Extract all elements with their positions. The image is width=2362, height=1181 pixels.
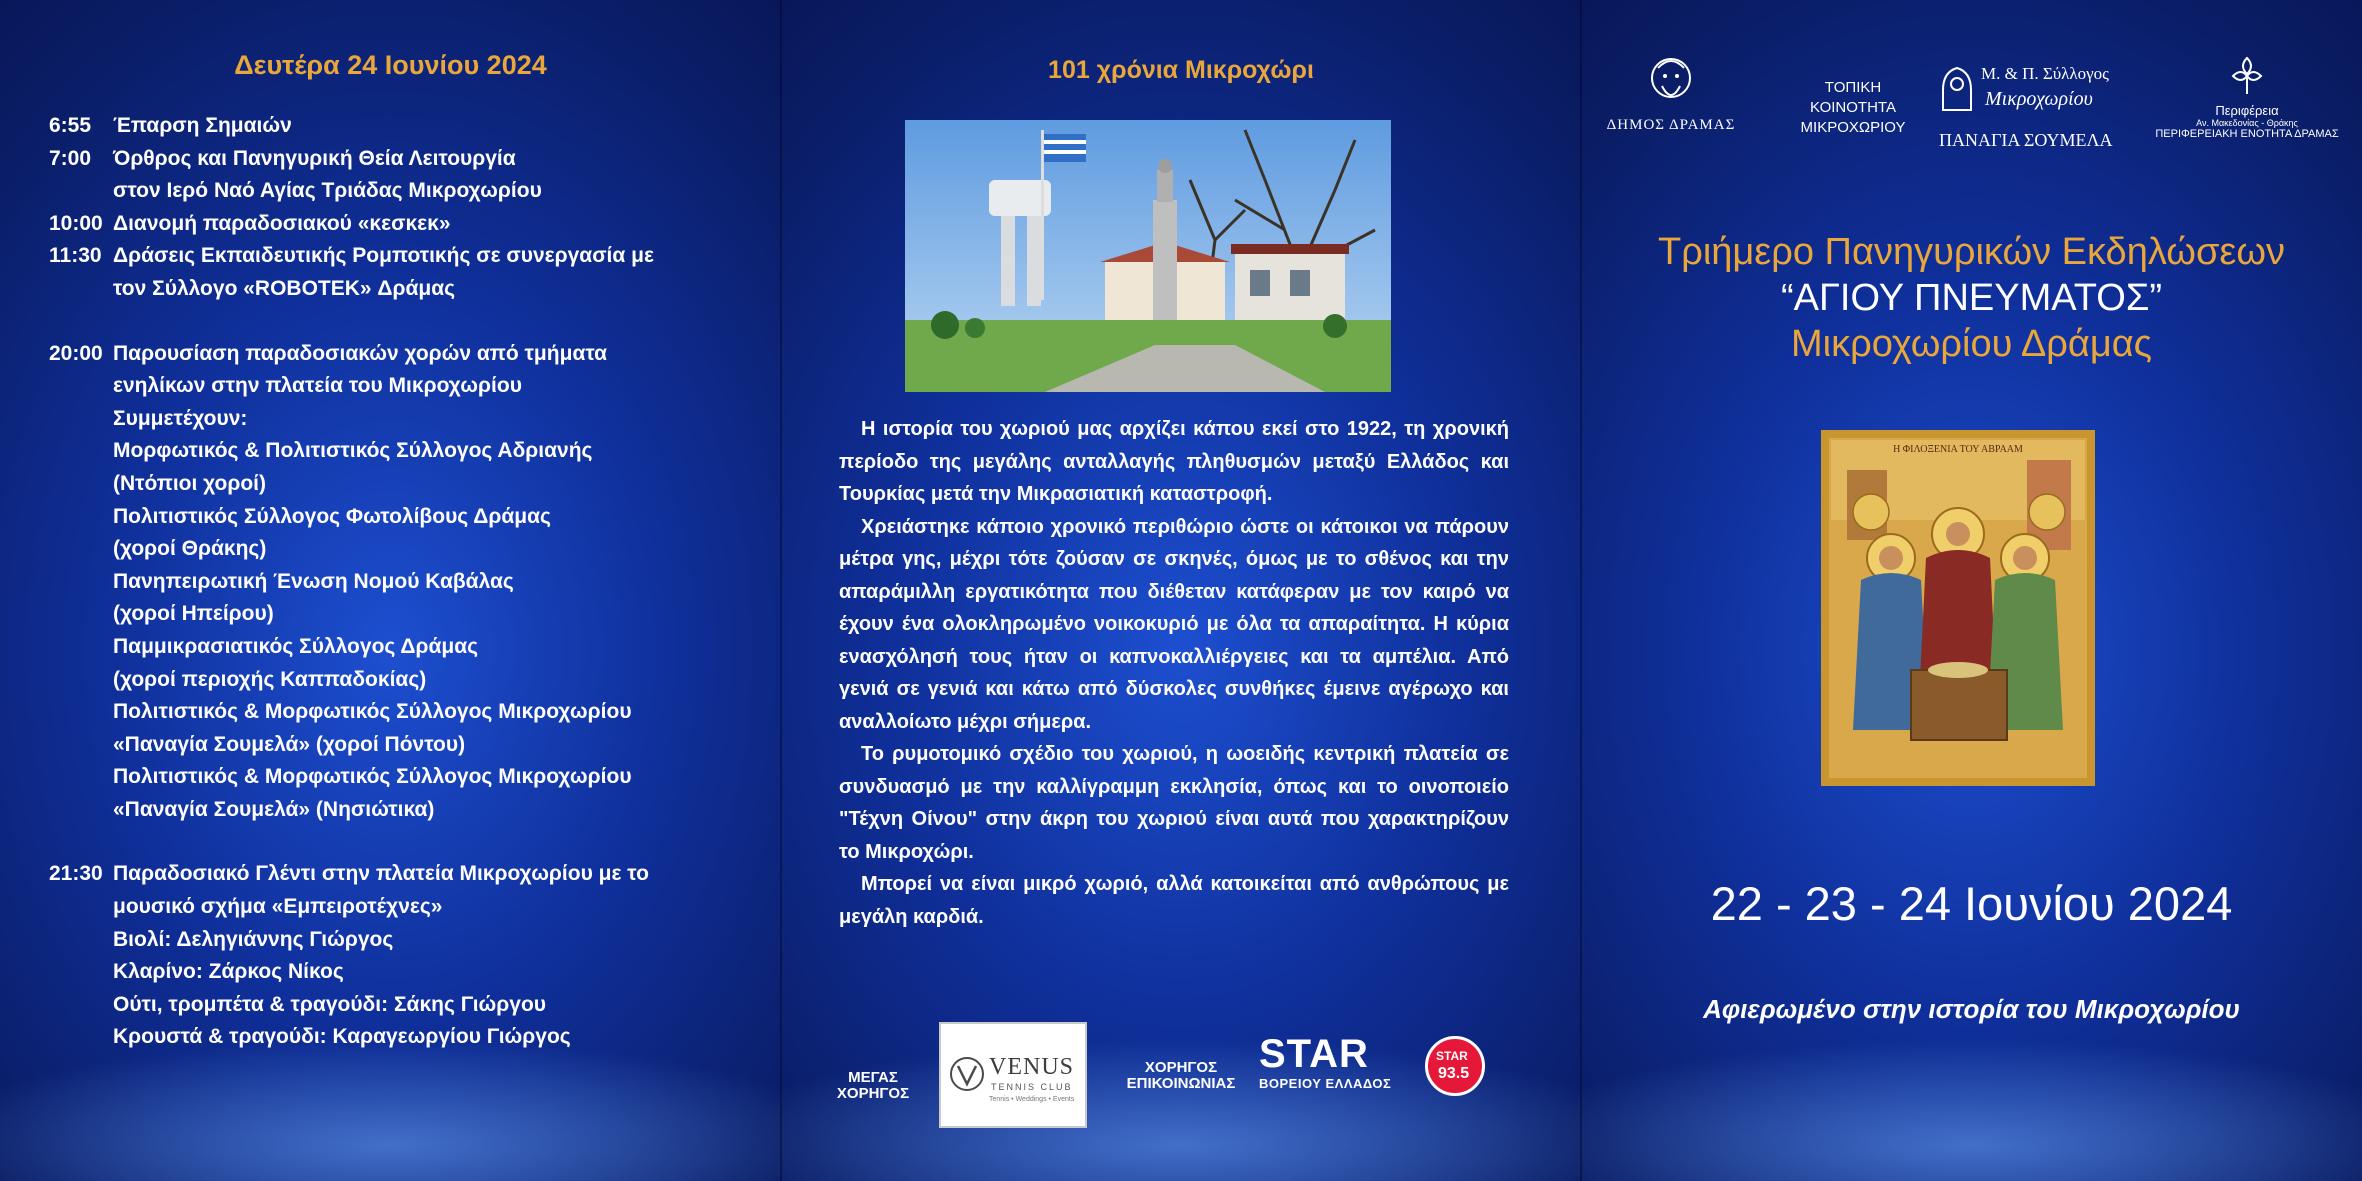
program-text: Παρουσίαση παραδοσιακών χορών από τμήματα — [113, 341, 608, 365]
program-spacer — [49, 306, 749, 338]
association-line-3: ΠΑΝΑΓΙΑ ΣΟΥΜΕΛΑ — [1939, 130, 2113, 150]
program-time: 20:00 — [49, 341, 103, 365]
program-continuation: (χοροί Θράκης) — [113, 537, 267, 561]
festival-dates: 22 - 23 - 24 Ιουνίου 2024 — [1710, 877, 2233, 930]
program-entry — [49, 143, 749, 176]
main-sponsor-label-line: ΜΕΓΑΣ — [848, 1069, 898, 1086]
star-logo-sub: ΒΟΡΕΙΟΥ ΕΛΛΑΔΟΣ — [1259, 1076, 1392, 1091]
program-time: 6:55 — [49, 114, 92, 137]
region-line-3: ΠΕΡΙΦΕΡΕΙΑΚΗ ΕΝΟΤΗΤΑ ΔΡΑΜΑΣ — [2155, 128, 2339, 140]
organizer-logos — [1581, 52, 2362, 162]
history-paragraph: Μπορεί να είναι μικρό χωριό, αλλά κατοικείται από ανθρώπους με μεγάλη καρδιά. — [839, 873, 1509, 928]
main-sponsor-label — [823, 1070, 923, 1102]
sponsors-strip — [781, 1010, 1581, 1130]
program-entry — [49, 110, 749, 143]
program-time: 11:30 — [49, 244, 102, 268]
local-community-line: ΚΟΙΝΟΤΗΤΑ — [1810, 99, 1896, 116]
region-emblem-icon — [2225, 54, 2269, 98]
program-continuation: (χοροί περιοχής Καππαδοκίας) — [113, 667, 427, 691]
program-time: 21:30 — [49, 862, 103, 886]
program-entry — [49, 208, 749, 241]
program-continuation: Βιολί: Δεληγιάννης Γιώργος — [113, 927, 394, 951]
program-continuation: Παμμικρασιατικός Σύλλογος Δράμας — [113, 634, 479, 658]
history-paragraph: Η ιστορία του χωριού μας αρχίζει κάπου εκεί στο 1922, τη χρονική περίοδο της μεγάλης ανταλλαγής πληθυσμών μεταξύ Ελλάδος και Τουρκίας μετά την Μικρασιατική καταστροφή. — [839, 418, 1509, 505]
festival-name: “ΑΓΙΟΥ ΠΝΕΥΜΑΤΟΣ” — [1780, 277, 2163, 319]
fold-line — [1580, 0, 1582, 1181]
program-entry — [49, 338, 749, 371]
program-continuation: μουσικό σχήμα «Εμπειροτέχνες» — [113, 895, 443, 919]
region-line-2: Αν. Μακεδονίας - Θράκης — [2196, 118, 2298, 128]
program-continuation: Πολιτιστικός & Μορφωτικός Σύλλογος Μικροχωρίου — [113, 700, 632, 724]
program-continuation: (Ντόπιοι χοροί) — [113, 471, 266, 495]
program-entry — [49, 240, 749, 273]
local-community-logo — [1793, 78, 1913, 138]
cover-panel — [1581, 0, 2362, 1181]
program-panel — [0, 0, 781, 1181]
hospitality-of-abraham-icon — [1821, 430, 2095, 786]
program-text: Όρθρος και Πανηγυρική Θεία Λειτουργία — [113, 146, 516, 170]
star-badge-top: STAR — [1436, 1049, 1468, 1063]
photo-illustration — [905, 120, 1391, 392]
history-title: 101 χρόνια Μικροχώρι — [1048, 56, 1314, 84]
history-paragraph: Το ρυμοτομικό σχέδιο του χωριού, η ωοειδής κεντρική πλατεία σε συνδυασμό με την καλλίγραμμη εκκλησία, όπως και το οινοποιείο "Τέχνη Οίνου" στην άκρη του χωριού είναι αυτά που χαρακτηρίζουν το Μικροχώρι. — [839, 743, 1509, 863]
program-continuation: Ούτι, τρομπέτα & τραγούδι: Σάκης Γιώργου — [113, 992, 547, 1016]
program-time: 7:00 — [49, 146, 92, 170]
program-continuation: στον Ιερό Ναό Αγίας Τριάδας Μικροχωρίου — [113, 179, 542, 203]
association-line-1: Μ. & Π. Σύλλογος — [1981, 64, 2109, 83]
icon-caption: Η ΦΙΛΟΞΕΝΙΑ ΤΟΥ ΑΒΡΑΑΜ — [1893, 444, 2023, 455]
venus-emblem-icon — [947, 1054, 987, 1094]
program-continuation: τον Σύλλογο «ROBOTEK» Δράμας — [113, 276, 456, 300]
program-continuation: Κλαρίνο: Ζάρκος Νίκος — [113, 960, 344, 984]
program-day-title: Δευτέρα 24 Ιουνίου 2024 — [234, 50, 547, 80]
dionysus-head-icon — [1644, 52, 1698, 112]
program-continuation: (χοροί Ηπείρου) — [113, 602, 274, 626]
star-badge-frequency: 93.5 — [1438, 1065, 1470, 1082]
program-text: Διανομή παραδοσιακού «κεσκεκ» — [113, 211, 451, 235]
region-line-1: Περιφέρεια — [2215, 103, 2279, 118]
venus-tagline: Tennis • Weddings • Events — [989, 1096, 1075, 1103]
program-continuation: ενηλίκων στην πλατεία του Μικροχωρίου — [113, 374, 522, 398]
festival-location: Μικροχωρίου Δράμας — [1791, 323, 2152, 365]
association-line-2: Μικροχωρίου — [1985, 88, 2093, 110]
program-continuation: Συμμετέχουν: — [113, 406, 248, 430]
program-text: Δράσεις Εκπαιδευτικής Ρομποτικής σε συνεργασία με — [113, 244, 654, 268]
program-text: Παραδοσιακό Γλέντι στην πλατεία Μικροχωρίου με το — [113, 862, 649, 886]
program-continuation: Πολιτιστικός Σύλλογος Φωτολίβους Δράμας — [113, 504, 551, 528]
festival-dedication: Αφιερωμένο στην ιστορία του Μικροχωρίου — [1703, 994, 2240, 1024]
star-radio-badge — [1425, 1036, 1485, 1096]
history-text — [839, 413, 1509, 933]
program-continuation: «Παναγία Σουμελά» (Νησιώτικα) — [113, 797, 435, 821]
program-continuation: «Παναγία Σουμελά» (χοροί Πόντου) — [113, 732, 466, 756]
main-sponsor-label-line: ΧΟΡΗΓΟΣ — [836, 1085, 910, 1102]
program-entry — [49, 858, 749, 891]
venus-logo — [939, 1022, 1087, 1128]
holy-trinity-icon — [1821, 430, 2095, 786]
communication-sponsor-label-line: ΕΠΙΚΟΙΝΩΝΙΑΣ — [1126, 1075, 1236, 1092]
star-logo-word: STAR — [1259, 1032, 1369, 1076]
region-logo — [2137, 54, 2357, 140]
program-spacer — [49, 826, 749, 858]
communication-sponsor-label-line: ΧΟΡΗΓΟΣ — [1144, 1059, 1218, 1076]
local-community-line: ΜΙΚΡΟΧΩΡΙΟΥ — [1800, 119, 1906, 136]
dimos-dramas-text: ΔΗΜΟΣ ΔΡΑΜΑΣ — [1606, 117, 1736, 133]
program-text: Έπαρση Σημαιών — [113, 114, 292, 137]
local-community-line: ΤΟΠΙΚΗ — [1824, 79, 1882, 96]
program-continuation: Πανηπειρωτική Ένωση Νομού Καβάλας — [113, 569, 514, 593]
history-panel — [781, 0, 1581, 1181]
history-paragraph: Χρειάστηκε κάποιο χρονικό περιθώριο ώστε οι κάτοικοι να πάρουν μέτρα γης, μέχρι τότε ζούσαν σε σκηνές, όμως με το σθένος και την απαράμιλλη εργατικότητα που διέθεταν κατάφεραν με τον καιρό να έχουν ένα ολοκληρωμένο νοικοκυριό με όλα τα απαραίτητα. Η κύρια ενασχόλησή τους ήταν οι καπνοκαλλιέργειες και τα αμπέλια. Από γενιά σε γενιά και κάτω από δύσκολες συνθήκες έμεινε αγέρωχο και αναλλοίωτο μέχρι σήμερα. — [839, 515, 1509, 733]
communication-sponsor-label — [1111, 1060, 1251, 1092]
fold-line — [780, 0, 782, 1181]
dimos-dramas-logo — [1591, 52, 1751, 134]
program-continuation: Κρουστά & τραγούδι: Καραγεωργίου Γιώργος — [113, 1025, 571, 1049]
venus-sub: TENNIS CLUB — [991, 1082, 1073, 1092]
virgin-mary-icon — [1937, 64, 1977, 114]
festival-heading: Τριήμερο Πανηγυρικών Εκδηλώσεων — [1657, 231, 2286, 273]
program-continuation: Μορφωτικός & Πολιτιστικός Σύλλογος Αδριανής — [113, 439, 593, 463]
program-continuation: Πολιτιστικός & Μορφωτικός Σύλλογος Μικροχωρίου — [113, 765, 632, 789]
program-list — [49, 110, 749, 1054]
venus-name: VENUS — [989, 1054, 1075, 1080]
program-time: 10:00 — [49, 211, 103, 235]
village-square-photo — [905, 120, 1391, 392]
